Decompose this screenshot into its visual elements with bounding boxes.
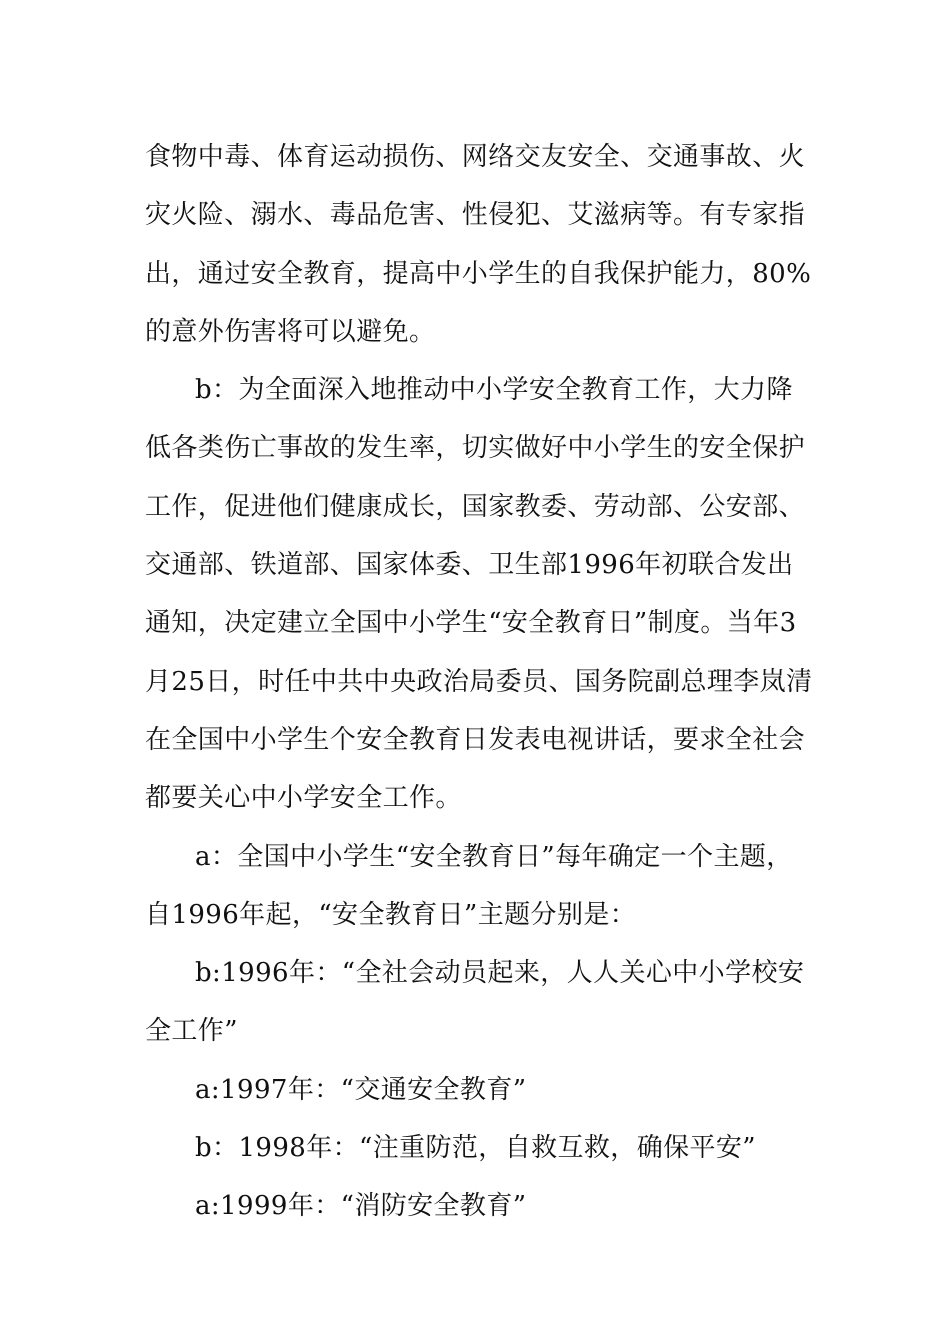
paragraph-continuation: 食物中毒、体育运动损伤、网络交友安全、交通事故、火灾火险、溺水、毒品危害、性侵犯、艾滋病等。有专家指出，通过安全教育，提高中小学生的自我保护能力，80%的意外伤害将可以避免。 bbox=[145, 142, 812, 347]
paragraph-safety-education-day-origin: b：为全面深入地推动中小学安全教育工作，大力降低各类伤亡事故的发生率，切实做好中小学生的安全保护工作，促进他们健康成长，国家教委、劳动部、公安部、交通部、铁道部、国家体委、卫生部1996年初联合发出通知，决定建立全国中小学生“安全教育日”制度。当年3月25日，时任中共中央政治局委员、国务院副总理李岚清在全国中小学生个安全教育日发表电视讲话，要求全社会都要关心中小学安全工作。 bbox=[145, 375, 813, 814]
document-body bbox=[145, 128, 815, 1236]
paragraph-theme-1996: b:1996年：“全社会动员起来，人人关心中小学校安全工作” bbox=[145, 958, 805, 1047]
paragraph-theme-1999: a:1999年：“消防安全教育” bbox=[195, 1191, 527, 1222]
paragraph-theme-1998: b：1998年：“注重防范，自救互救，确保平安” bbox=[195, 1133, 756, 1164]
paragraph-theme-1997: a:1997年：“交通安全教育” bbox=[195, 1074, 527, 1105]
paragraph-annual-theme-intro: a：全国中小学生“安全教育日”每年确定一个主题，自1996年起，“安全教育日”主题分别是： bbox=[145, 841, 793, 930]
